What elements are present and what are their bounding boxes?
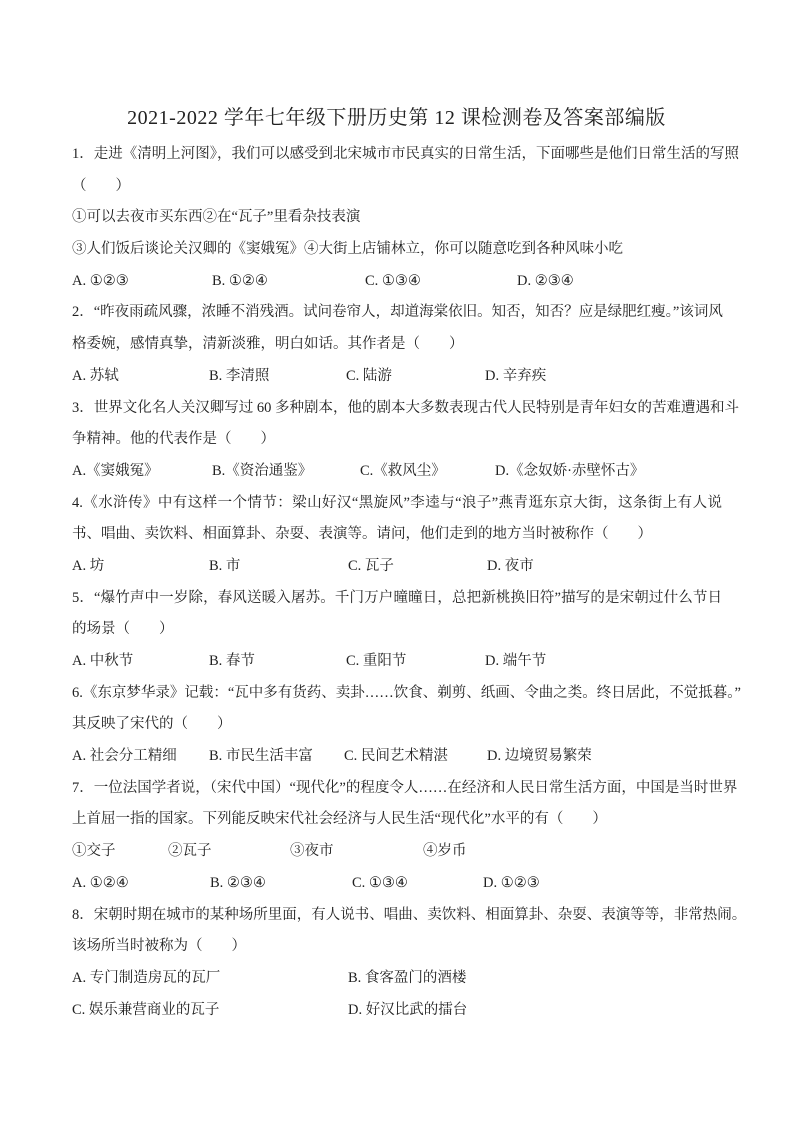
option-item: D. 好汉比武的擂台 (348, 1001, 468, 1018)
option-item: C. 重阳节 (346, 653, 407, 669)
text-line: 1．走进《清明上河图》，我们可以感受到北宋城市市民真实的日常生活，下面哪些是他们日常生活的写照 (72, 146, 739, 162)
text-line: 6.《东京梦华录》记载：“瓦中多有货药、卖卦……饮食、剃剪、纸画、令曲之类。终日居此，不觉抵暮。” (72, 684, 741, 701)
option-item: A. 中秋节 (72, 653, 134, 669)
text-line: 3．世界文化名人关汉卿写过 60 多种剧本，他的剧本大多数表现古代人民特别是青年妇女的苦难遭遇和斗 (72, 399, 739, 416)
option-item: C. 陆游 (346, 367, 392, 384)
options-row (72, 266, 722, 298)
option-item: A. 专门制造房瓦的瓦厂 (72, 969, 221, 986)
text-line: 2．“昨夜雨疏风骤，浓睡不消残酒。试问卷帘人，却道海棠依旧。知否，知否？应是绿肥红瘦。”该词风 (72, 304, 723, 321)
page-title: 2021-2022 学年七年级下册历史第 12 课检测卷及答案部编版 (127, 107, 666, 129)
option-item: A. 坊 (72, 557, 105, 574)
option-item: B.《资治通鉴》 (212, 462, 313, 479)
option-item: B. 食客盈门的酒楼 (348, 969, 467, 986)
option-item: A. 苏轼 (72, 367, 119, 384)
option-item: D. ②③④ (517, 272, 574, 289)
option-item: B. 春节 (209, 653, 255, 669)
option-item: D. ①②③ (483, 874, 540, 891)
text-line: ③人们饭后谈论关汉卿的《窦娥冤》④大街上店铺林立，你可以随意吃到各种风味小吃 (72, 241, 623, 258)
option-item: B. 市 (209, 557, 241, 574)
option-item: C. 民间艺术精湛 (344, 748, 448, 765)
options-row (72, 995, 722, 1027)
option-item: A. 社会分工精细 (72, 748, 177, 765)
option-item: A.《窦娥冤》 (72, 462, 159, 479)
text-line: 格委婉，感情真挚，清新淡雅，明白如话。其作者是（ ） (72, 336, 464, 353)
document-content (72, 139, 747, 1026)
option-item: C. ①③④ (365, 272, 421, 289)
option-item: C. 娱乐兼营商业的瓦子 (72, 1001, 220, 1018)
text-line: ①可以去夜市买东西②在“瓦子”里看杂技表演 (72, 209, 361, 226)
options-row (72, 836, 722, 868)
option-item: D. 端午节 (485, 653, 547, 669)
options-row (72, 551, 722, 583)
options-row (72, 646, 722, 678)
option-item: D. 边境贸易繁荣 (487, 748, 592, 765)
text-line: 争精神。他的代表作是（ ） (72, 431, 275, 448)
text-line: 5．“爆竹声中一岁除，春风送暖入屠苏。千门万户曈曈日，总把新桃换旧符”描写的是宋朝过什么节日 (72, 589, 722, 606)
option-item: ④岁币 (423, 843, 467, 860)
option-item: C. 瓦子 (348, 557, 394, 574)
option-item: ①交子 (72, 843, 116, 860)
option-item: C.《救风尘》 (360, 462, 446, 479)
option-item: A. ①②④ (72, 874, 129, 891)
option-item: ②瓦子 (168, 843, 212, 860)
text-line: 的场景（ ） (72, 621, 174, 638)
options-row (72, 963, 722, 995)
option-item: D. 夜市 (487, 557, 534, 574)
text-line: 8．宋朝时期在城市的某种场所里面，有人说书、唱曲、卖饮料、相面算卦、杂耍、表演等等，非常热闹。 (72, 906, 747, 923)
text-line: 4.《水浒传》中有这样一个情节：梁山好汉“黑旋风”李逵与“浪子”燕青逛东京大街，这条街上有人说 (72, 494, 722, 511)
option-item: D.《念奴娇·赤壁怀古》 (495, 462, 645, 479)
options-row (72, 741, 722, 773)
options-row (72, 456, 722, 488)
option-item: ③夜市 (290, 843, 334, 860)
text-line: 上首屈一指的国家。下列能反映宋代社会经济与人民生活“现代化”水平的有（ ） (72, 811, 607, 828)
text-line: 书、唱曲、卖饮料、相面算卦、杂耍、表演等。请问，他们走到的地方当时被称作（ ） (72, 526, 652, 543)
option-item: B. ②③④ (210, 874, 266, 891)
text-line: （ ） (72, 177, 130, 194)
option-item: C. ①③④ (352, 874, 408, 891)
option-item: B. 李清照 (209, 367, 270, 384)
text-line: 7．一位法国学者说，（宋代中国）“现代化”的程度令人……在经济和人民日常生活方面，中国是当时世界 (72, 779, 738, 796)
text-line: 该场所当时被称为（ ） (72, 938, 246, 955)
option-item: A. ①②③ (72, 272, 129, 289)
option-item: B. ①②④ (212, 272, 268, 289)
options-row (72, 868, 722, 900)
text-line: 其反映了宋代的（ ） (72, 716, 232, 733)
option-item: D. 辛弃疾 (485, 367, 547, 384)
option-item: B. 市民生活丰富 (209, 748, 313, 765)
options-row (72, 361, 722, 393)
